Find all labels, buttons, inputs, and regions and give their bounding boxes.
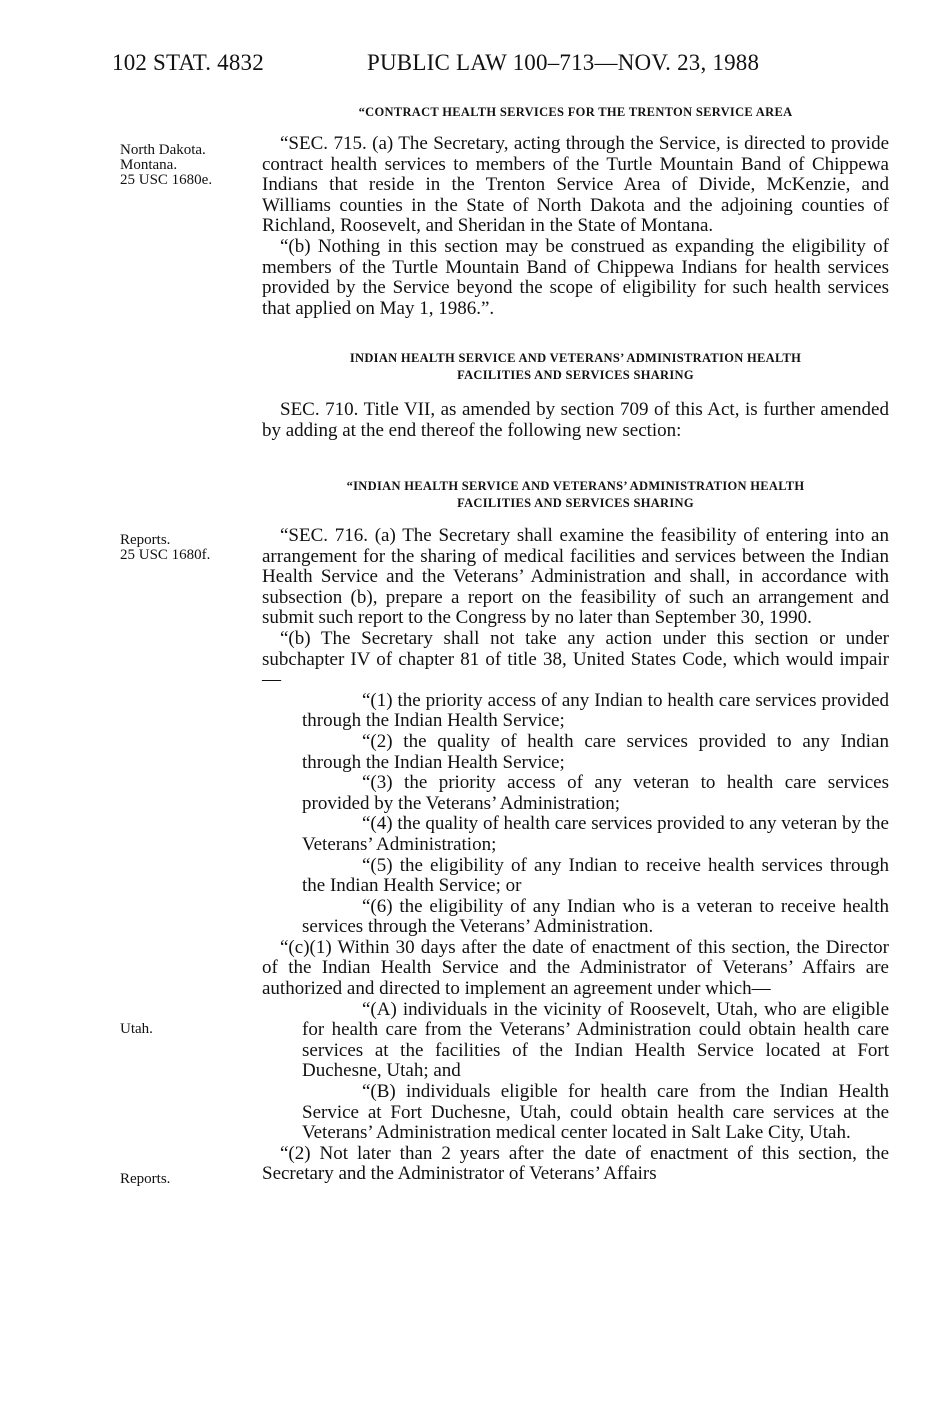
section-716-b: “(b) The Secretary shall not take any action under this section or under subchapter IV of chapter 81 of title 38, United States Code, which would impair— <box>262 627 889 691</box>
section-715-b: “(b) Nothing in this section may be construed as expanding the eligibility of members of the Turtle Mountain Band of Chippewa Indians for health services provided by the Service beyond the scope of eligibility for such health services that applied on May 1, 1986.”. <box>262 235 889 319</box>
section-716-b-3: “(3) the priority access of any veteran to health care services provided by the Veterans’ Administration; <box>302 772 889 814</box>
margin-note-utah: Utah. <box>120 1021 153 1037</box>
section-710-text <box>262 400 889 441</box>
section-716-c-2: “(2) Not later than 2 years after the date of enactment of this section, the Secretary and the Administrator of Veterans’ Affairs <box>262 1142 889 1185</box>
section-716-b-6: “(6) the eligibility of any Indian who is a veteran to receive health services through the Veterans’ Administration. <box>302 895 889 938</box>
section-716-c-1: “(c)(1) Within 30 days after the date of enactment of this section, the Director of the Indian Health Service and the Administrator of Veterans’ Affairs are authorized and directed to implement an agreement under which— <box>262 936 889 1000</box>
margin-note-reports-1680f: Reports. 25 USC 1680f. <box>120 532 211 563</box>
heading-ihs-va-sharing: INDIAN HEALTH SERVICE AND VETERANS’ ADMINISTRATION HEALTH FACILITIES AND SERVICES SHARING <box>349 351 802 382</box>
section-716-text <box>262 526 889 1185</box>
section-716-a: “SEC. 716. (a) The Secretary shall examine the feasibility of entering into an arrangement for the sharing of medical facilities and services between the Indian Health Service and the Veterans’ Administration and shall, in accordance with subsection (b), prepare a report on the feasibility of such an arrangement and submit such report to the Congress by no later than September 30, 1990. <box>262 525 889 629</box>
section-716-b-2: “(2) the quality of health care services provided to any Indian through the Indian Health Service; <box>302 730 889 773</box>
public-law-citation: PUBLIC LAW 100–713—NOV. 23, 1988 <box>367 50 760 75</box>
heading-ihs-va-sharing-quoted: “INDIAN HEALTH SERVICE AND VETERANS’ ADMINISTRATION HEALTH FACILITIES AND SERVICES SHARING <box>346 479 805 510</box>
heading-contract-health-services: “CONTRACT HEALTH SERVICES FOR THE TRENTON SERVICE AREA <box>358 105 793 119</box>
section-710: SEC. 710. Title VII, as amended by section 709 of this Act, is further amended by adding at the end thereof the following new section: <box>262 399 889 441</box>
section-716-b-5: “(5) the eligibility of any Indian to receive health services through the Indian Health Service; or <box>302 854 889 897</box>
section-716-b-4: “(4) the quality of health care services provided to any veteran by the Veterans’ Administration; <box>302 813 889 855</box>
section-716-b-1: “(1) the priority access of any Indian to health care services provided through the Indian Health Service; <box>302 689 889 732</box>
section-715-a: “SEC. 715. (a) The Secretary, acting through the Service, is directed to provide contract health services to members of the Turtle Mountain Band of Chippewa Indians that reside in the Trenton Service Area of Divide, McKenzie, and Williams counties in the State of North Dakota and the adjoining counties of Richland, Roosevelt, and Sheridan in the State of Montana. <box>262 133 889 237</box>
statute-page-number: 102 STAT. 4832 <box>112 50 264 75</box>
section-716-c-1-B: “(B) individuals eligible for health care from the Indian Health Service at Fort Duchesne, Utah, could obtain health care services at the Veterans’ Administration medical center located in Salt Lake City, Utah. <box>302 1081 889 1144</box>
section-716-c-1-A: “(A) individuals in the vicinity of Roosevelt, Utah, who are eligible for health care from the Veterans’ Administration could obtain health care services at the facilities of the Indian Health Service located at Fort Duchesne, Utah; and <box>302 998 889 1082</box>
margin-note-north-dakota: North Dakota. Montana. 25 USC 1680e. <box>120 142 213 188</box>
section-715-text <box>262 134 889 319</box>
margin-note-reports: Reports. <box>120 1171 171 1187</box>
